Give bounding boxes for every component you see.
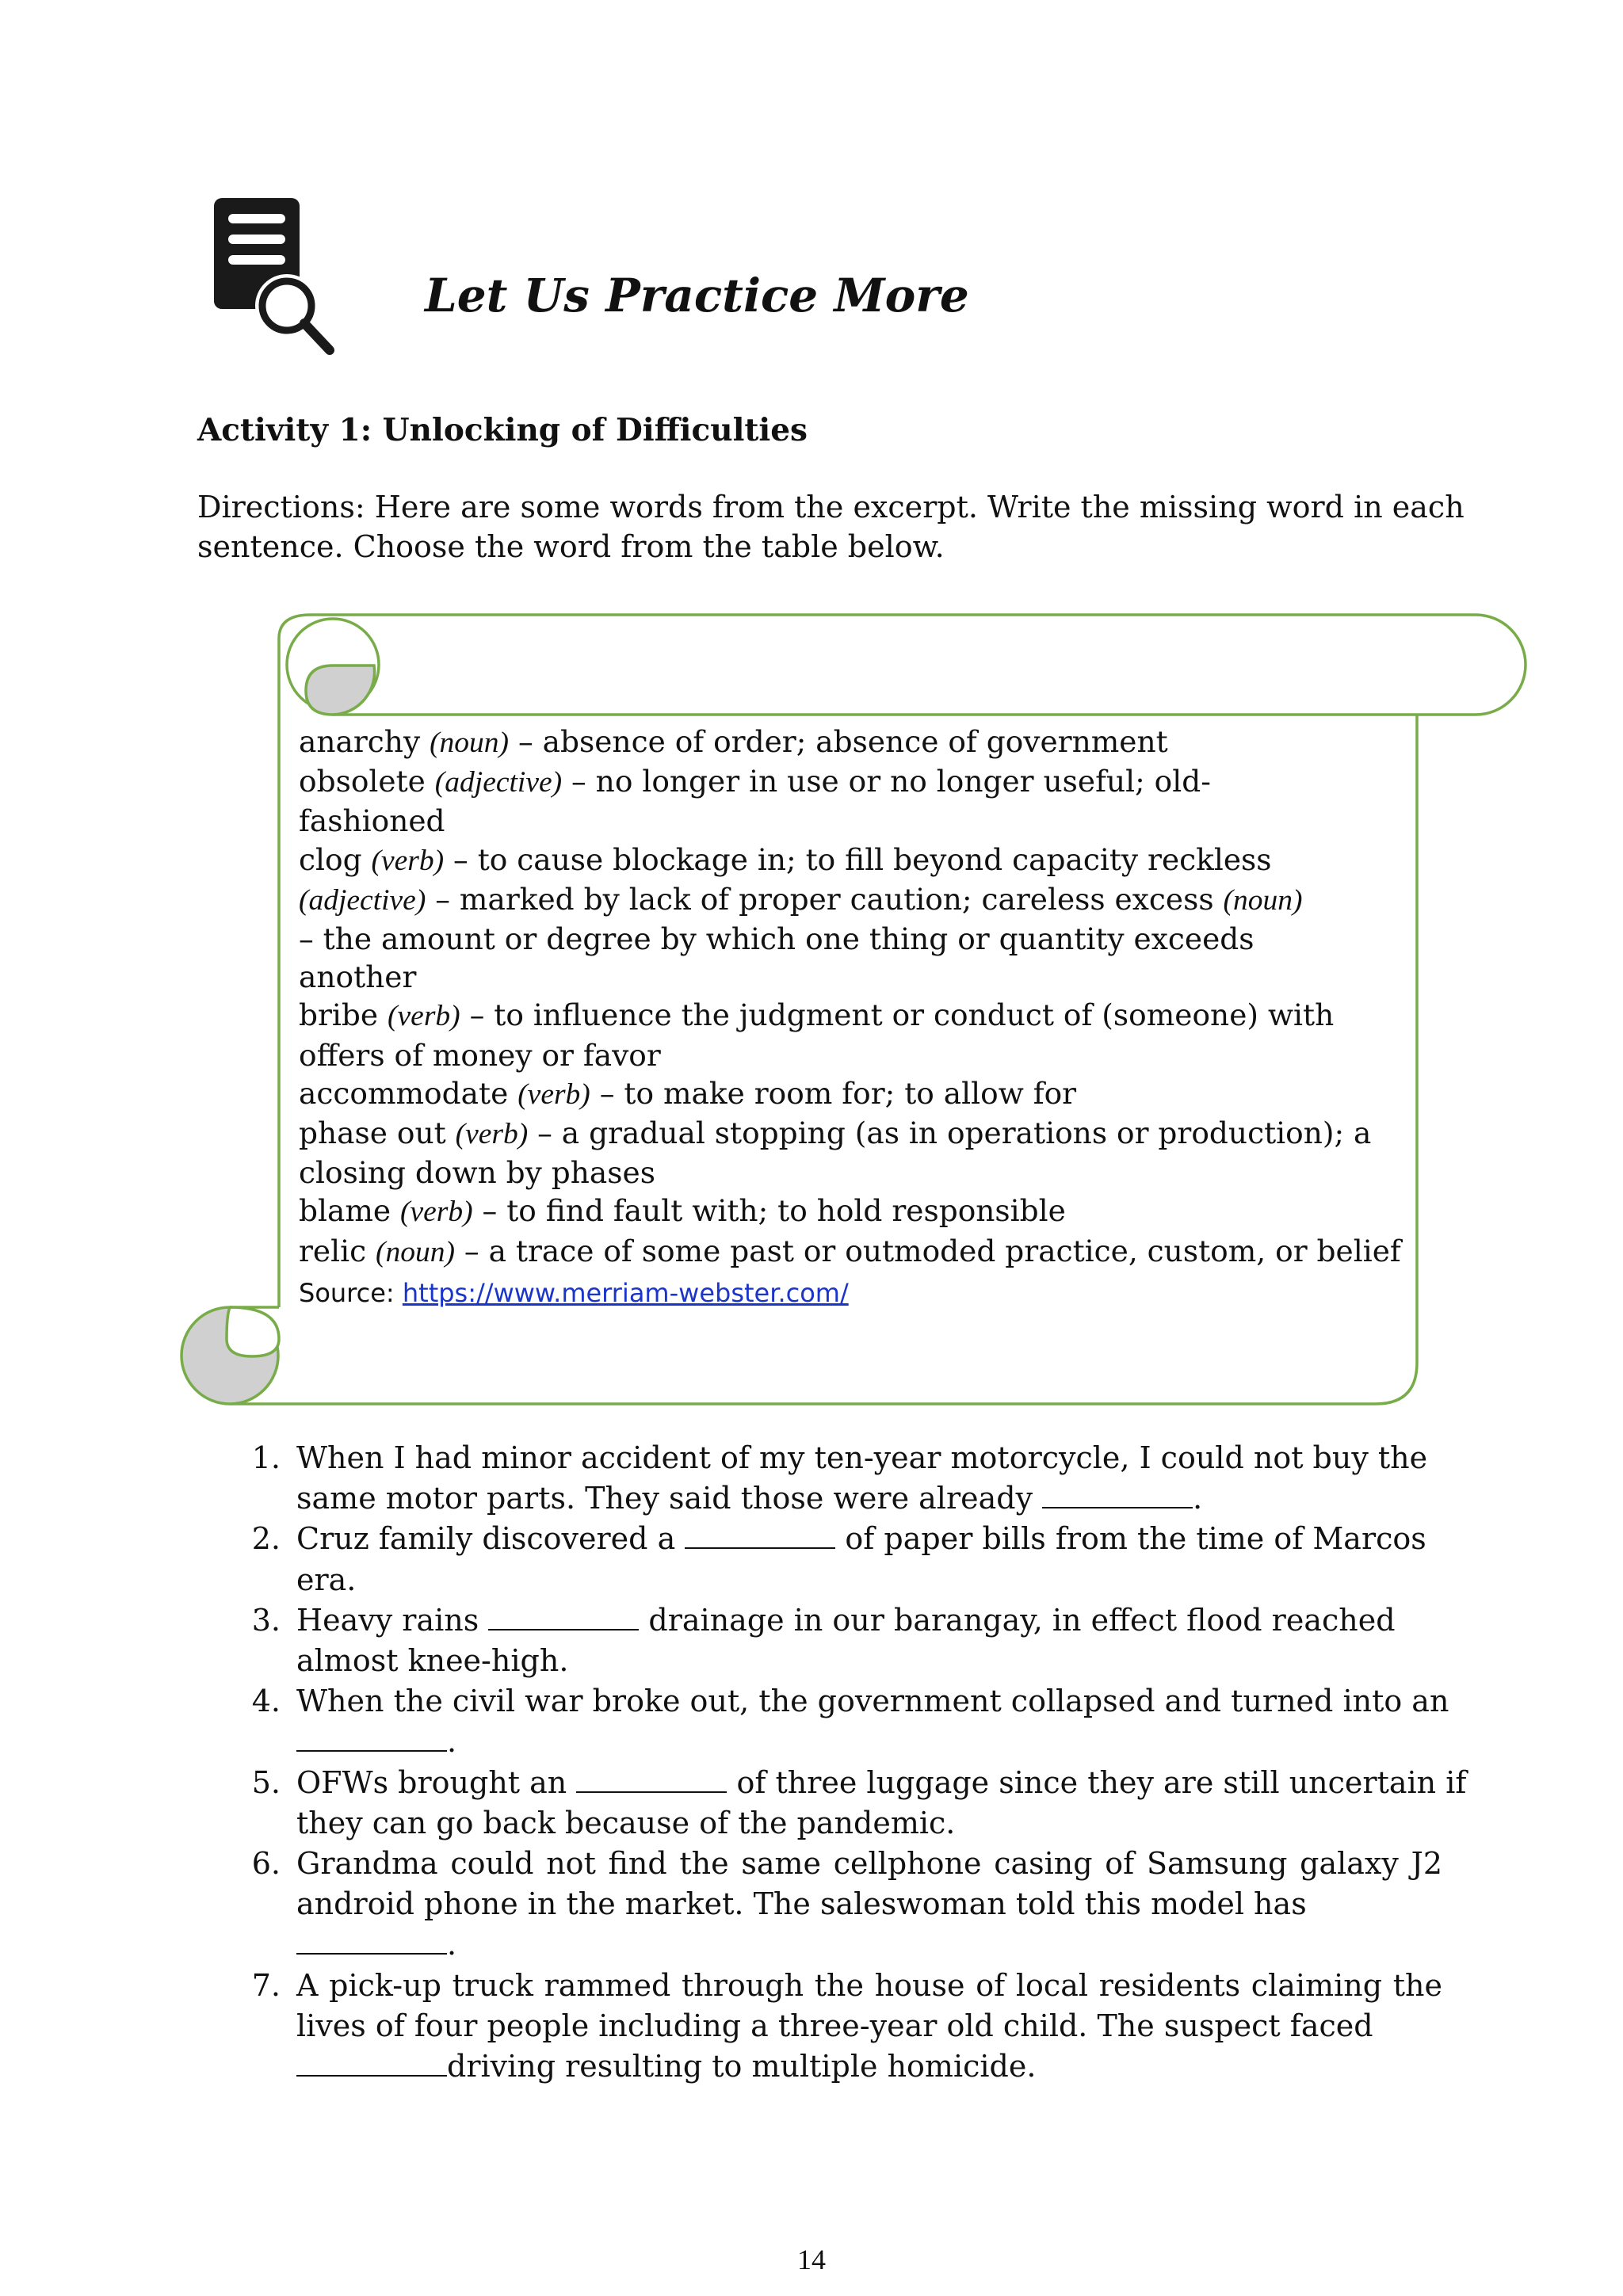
item-number: 2. xyxy=(251,1521,281,1557)
item-number: 4. xyxy=(251,1684,281,1719)
activity-title: Activity 1: Unlocking of Difficulties xyxy=(197,412,808,448)
answer-blank[interactable] xyxy=(576,1768,727,1793)
list-item: 4. When the civil war broke out, the government collapsed and turned into an . xyxy=(238,1681,1442,1762)
answer-blank[interactable] xyxy=(296,2051,447,2077)
page-number: 14 xyxy=(797,2244,826,2275)
vocab-entry: anarchy (noun) – absence of order; absence of government xyxy=(299,724,1168,759)
vocab-entry: phase out (verb) – a gradual stopping (as in operations or production); a xyxy=(299,1116,1372,1151)
exercise-list xyxy=(238,1438,1467,2087)
directions-line: sentence. Choose the word from the table below. xyxy=(197,529,945,564)
vocab-entry: another xyxy=(299,959,417,995)
vocab-entry: relic (noun) – a trace of some past or outmoded practice, custom, or belief xyxy=(299,1233,1401,1268)
item-number: 6. xyxy=(251,1846,281,1882)
vocab-entry: blame (verb) – to find fault with; to hold responsible xyxy=(299,1193,1066,1229)
vocab-entry: (adjective) – marked by lack of proper caution; careless excess (noun) xyxy=(299,881,1303,917)
vocab-entry: obsolete (adjective) – no longer in use or no longer useful; old- xyxy=(299,764,1211,799)
vocab-entry: clog (verb) – to cause blockage in; to fill beyond capacity reckless xyxy=(299,841,1272,877)
item-number: 3. xyxy=(251,1602,281,1638)
item-number: 7. xyxy=(251,1967,281,2003)
vocab-entry: closing down by phases xyxy=(299,1155,655,1191)
answer-blank[interactable] xyxy=(296,1929,447,1955)
source-citation xyxy=(299,1277,849,1309)
list-item: 3. Heavy rains drainage in our barangay, in effect flood reached almost knee-high. xyxy=(238,1600,1442,1681)
item-number: 5. xyxy=(251,1764,281,1800)
list-item: 1. When I had minor accident of my ten-year motorcycle, I could not buy the same motor parts. They said those were already . xyxy=(238,1438,1442,1519)
vocab-entry: fashioned xyxy=(299,803,445,839)
answer-blank[interactable] xyxy=(685,1524,835,1549)
list-item: 2. Cruz family discovered a of paper bills from the time of Marcos era. xyxy=(238,1519,1442,1600)
vocab-entry: offers of money or favor xyxy=(299,1037,661,1073)
vocab-entry: – the amount or degree by which one thing or quantity exceeds xyxy=(299,921,1254,957)
answer-blank[interactable] xyxy=(488,1605,639,1630)
list-item: 7. A pick-up truck rammed through the house of local residents claiming the lives of four people including a three-year old child. The suspect faced driving resulting to multiple homicide. xyxy=(238,1966,1442,2088)
answer-blank[interactable] xyxy=(296,1726,447,1752)
source-link[interactable]: https://www.merriam-webster.com/ xyxy=(402,1278,849,1308)
list-item: 5. OFWs brought an of three luggage since they are still uncertain if they can go back because of the pandemic. xyxy=(238,1763,1442,1844)
list-item: 6. Grandma could not find the same cellphone casing of Samsung galaxy J2 android phone in the market. The saleswoman told this model has . xyxy=(238,1844,1442,1966)
answer-blank[interactable] xyxy=(1042,1483,1193,1508)
vocab-entry: accommodate (verb) – to make room for; to allow for xyxy=(299,1075,1077,1111)
directions-line: Directions: Here are some words from the excerpt. Write the missing word in each xyxy=(197,490,1465,524)
source-label: Source: xyxy=(299,1278,403,1308)
vocab-entry: bribe (verb) – to influence the judgment or conduct of (someone) with xyxy=(299,997,1335,1033)
page-title: Let Us Practice More xyxy=(425,269,969,322)
vocabulary-list xyxy=(299,723,1408,1272)
item-number: 1. xyxy=(251,1440,281,1475)
